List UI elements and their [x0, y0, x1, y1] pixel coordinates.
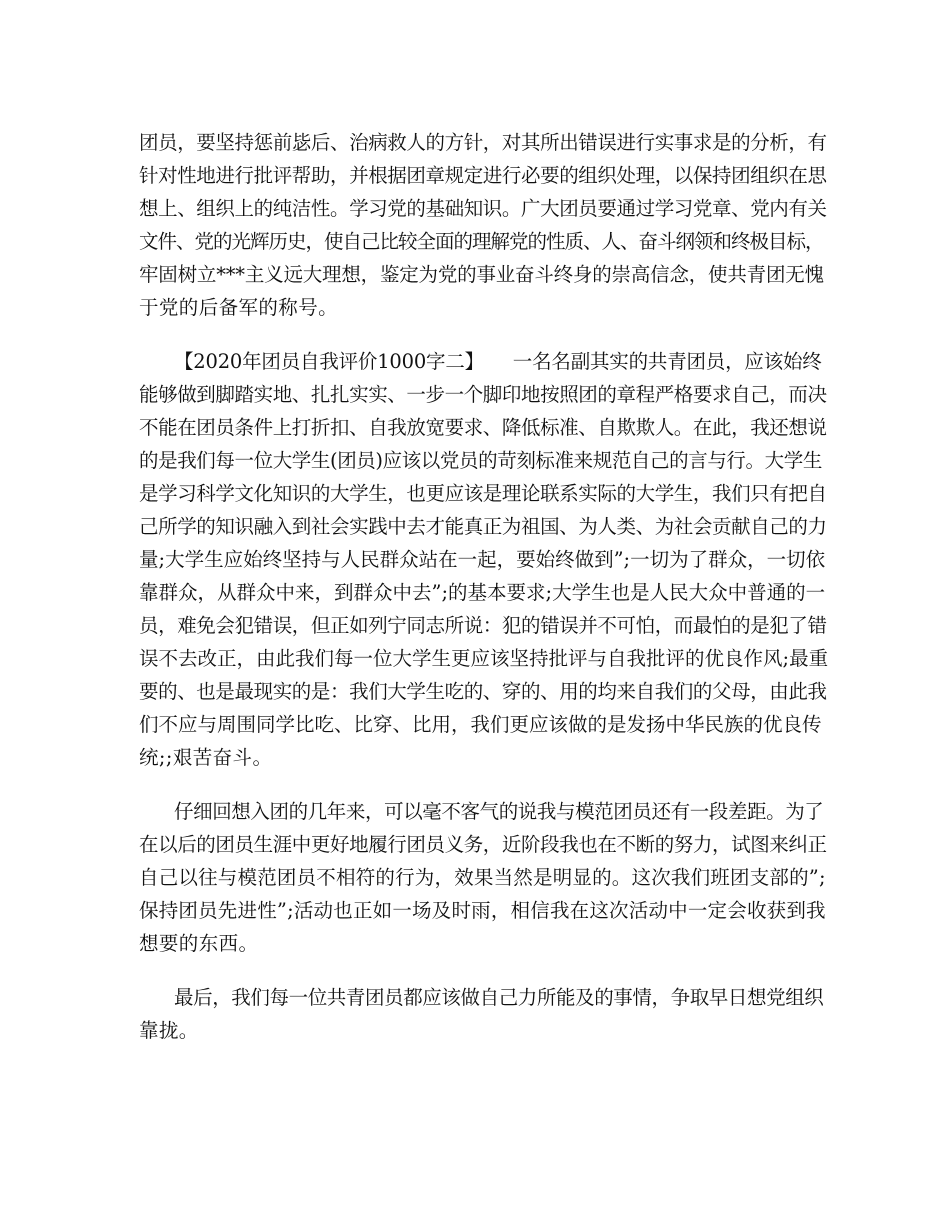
- text-line: 己所学的知识融入到社会实践中去才能真正为祖国、为人类、为社会贡献自己的力: [139, 515, 827, 538]
- text-line: 靠群众，从群众中来，到群众中去”;的基本要求;大学生也是人民大众中普通的一: [139, 581, 826, 604]
- text-line: 误不去改正，由此我们每一位大学生更应该坚持批评与自我批评的优良作风;最重: [139, 647, 829, 670]
- text-line: 统;;艰苦奋斗。: [139, 746, 273, 769]
- text-line: 不能在团员条件上打折扣、自我放宽要求、降低标准、自欺欺人。在此，我还想说: [139, 416, 827, 439]
- text-line: 文件、党的光辉历史，使自己比较全面的理解党的性质、人、奋斗纲领和终极目标，: [139, 230, 824, 253]
- text-line: 靠拢。: [139, 1019, 199, 1042]
- text-line: 针对性地进行批评帮助，并根据团章规定进行必要的组织处理，以保持团组织在思: [139, 164, 827, 187]
- text-line: 想要的东西。: [139, 932, 259, 955]
- text-line: 仔细回想入团的几年来，可以毫不客气的说我与模范团员还有一段差距。为了: [174, 800, 824, 823]
- text-line: 员，难免会犯错误，但正如列宁同志所说：犯的错误并不可怕，而最怕的是犯了错: [139, 614, 827, 637]
- text-line: 在以后的团员生涯中更好地履行团员义务，近阶段我也在不断的努力，试图来纠正: [139, 833, 827, 856]
- text-line: 最后，我们每一位共青团员都应该做自己力所能及的事情，争取早日想党组织: [174, 986, 824, 1009]
- text-line: 【2020年团员自我评价1000字二】 一名名副其实的共青团员，应该始终: [174, 350, 822, 373]
- text-line: 能够做到脚踏实地、扎扎实实、一步一个脚印地按照团的章程严格要求自己，而决: [139, 383, 827, 406]
- text-line: 要的、也是最现实的是：我们大学生吃的、穿的、用的均来自我们的父母，由此我: [139, 680, 827, 703]
- text-line: 是学习科学文化知识的大学生，也更应该是理论联系实际的大学生，我们只有把自: [139, 482, 827, 505]
- text-line: 团员，要坚持惩前毖后、治病救人的方针，对其所出错误进行实事求是的分析，有: [139, 131, 827, 154]
- text-line: 量;大学生应始终坚持与人民群众站在一起，要始终做到”;一切为了群众，一切依: [139, 548, 826, 571]
- text-line: 保持团员先进性”;活动也正如一场及时雨，相信我在这次活动中一定会收获到我: [139, 899, 826, 922]
- text-line: 牢固树立***主义远大理想，鉴定为党的事业奋斗终身的崇高信念，使共青团无愧: [139, 263, 824, 286]
- text-line: 于党的后备军的称号。: [139, 296, 339, 319]
- text-line: 自己以往与模范团员不相符的行为，效果当然是明显的。这次我们班团支部的”;: [139, 866, 826, 889]
- text-line: 想上、组织上的纯洁性。学习党的基础知识。广大团员要通过学习党章、党内有关: [139, 197, 827, 220]
- text-line: 的是我们每一位大学生(团员)应该以党员的苛刻标准来规范自己的言与行。大学生: [139, 449, 822, 472]
- text-line: 们不应与周围同学比吃、比穿、比用，我们更应该做的是发扬中华民族的优良传: [139, 713, 822, 736]
